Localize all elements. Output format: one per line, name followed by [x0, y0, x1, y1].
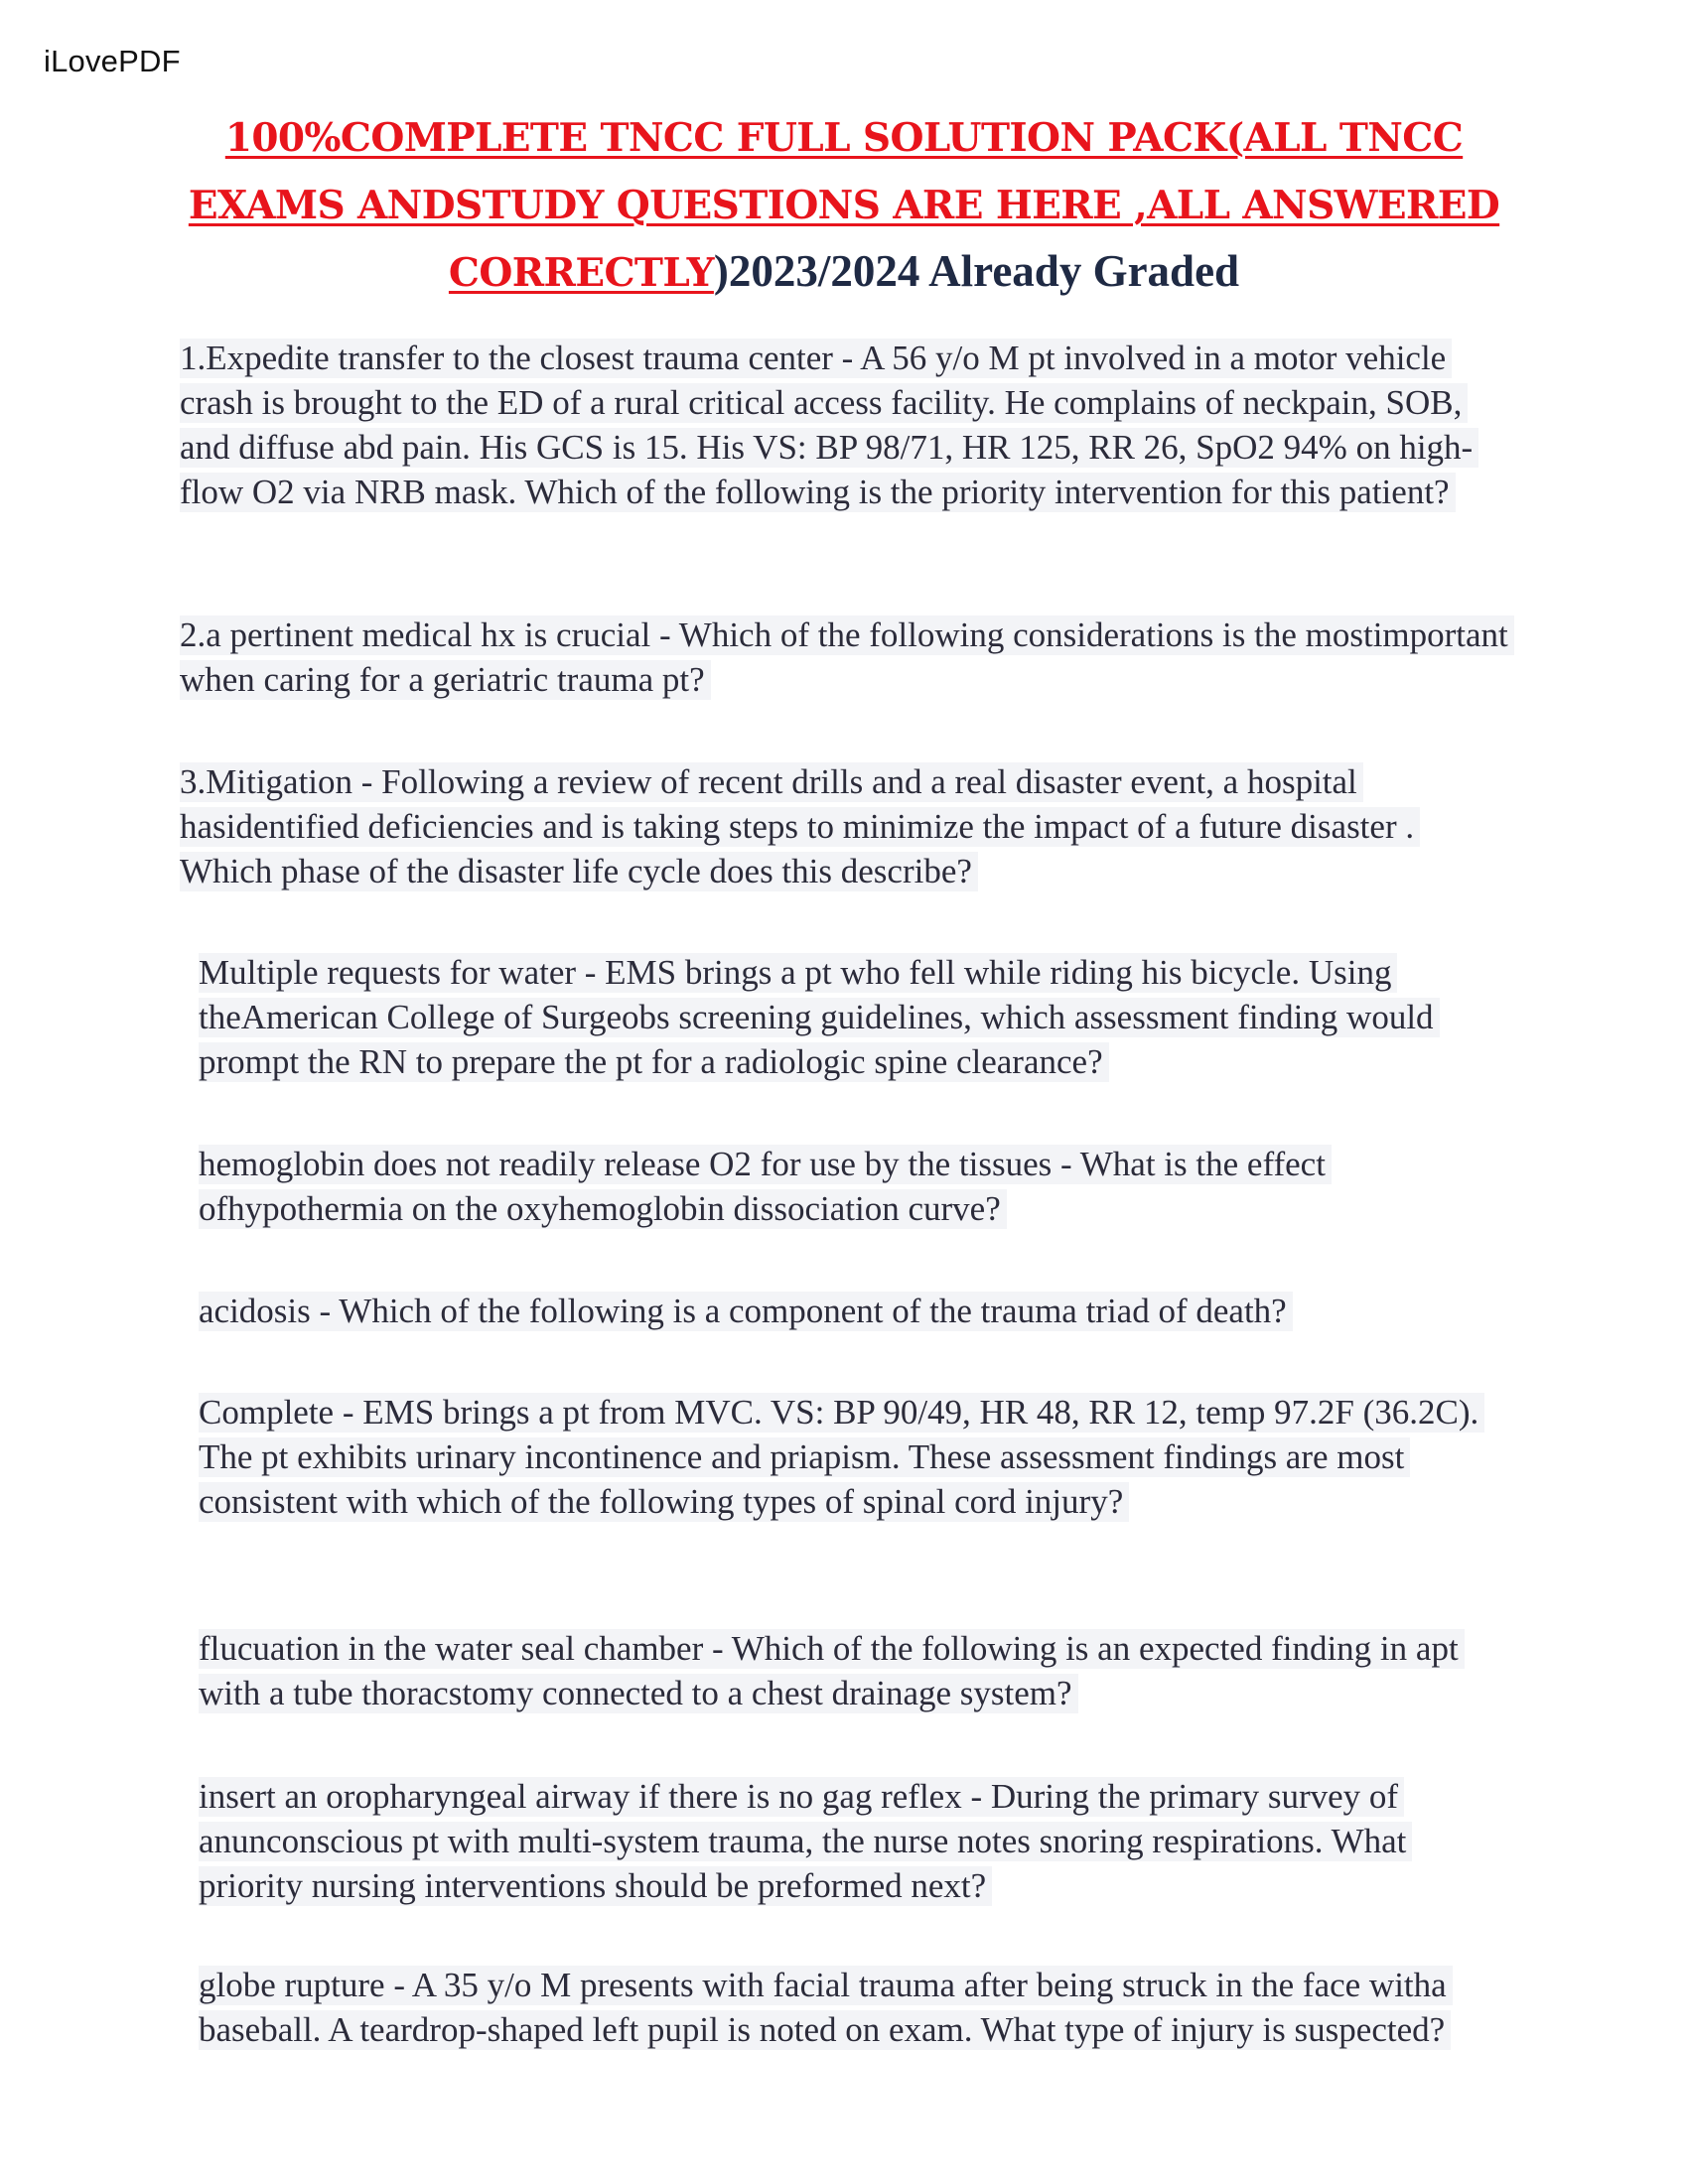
- qa-item-4: [199, 950, 1489, 1084]
- qa-item-1: [180, 336, 1510, 514]
- qa-item-3-text: 3.Mitigation - Following a review of recent drills and a real disaster event, a hospital hasidentified deficiencies and is taking steps to minimize the impact of a future disaster . Which phase of the disaster life cycle does this describe?: [180, 762, 1420, 891]
- qa-item-8-text: flucuation in the water seal chamber - Which of the following is an expected finding in apt with a tube thoracstomy connected to a chest drainage system?: [199, 1629, 1465, 1713]
- qa-item-8: [199, 1626, 1489, 1715]
- title-red-underlined: 100%COMPLETE TNCC FULL SOLUTION PACK(ALL TNCC EXAMS ANDSTUDY QUESTIONS ARE HERE ,ALL ANSWERED CORRECTLY: [188, 115, 1500, 296]
- qa-item-2: [180, 613, 1510, 702]
- title-graded-suffix: )2023/2024 Already Graded: [713, 246, 1240, 296]
- qa-item-10-text: globe rupture - A 35 y/o M presents with facial trauma after being struck in the face witha baseball. A teardrop-shaped left pupil is noted on exam. What type of injury is suspected?: [199, 1966, 1453, 2050]
- qa-item-10: [199, 1963, 1489, 2052]
- qa-item-1-text: 1.Expedite transfer to the closest trauma center - A 56 y/o M pt involved in a motor vehicle crash is brought to the ED of a rural critical access facility. He complains of neckpain, SOB, and diffuse abd pain. His GCS is 15. His VS: BP 98/71, HR 125, RR 26, SpO2 94% on high-flow O2 via NRB mask. Which of the following is the priority intervention for this patient?: [180, 339, 1478, 512]
- qa-item-4-text: Multiple requests for water - EMS brings a pt who fell while riding his bicycle. Using theAmerican College of Surgeobs screening guidelines, which assessment finding would prompt the RN to prepare the pt for a radiologic spine clearance?: [199, 953, 1440, 1082]
- qa-item-6: [199, 1289, 1489, 1333]
- qa-item-7-text: Complete - EMS brings a pt from MVC. VS: BP 90/49, HR 48, RR 12, temp 97.2F (36.2C). The pt exhibits urinary incontinence and priapism. These assessment findings are most consistent with which of the following types of spinal cord injury?: [199, 1393, 1484, 1522]
- document-title: [149, 103, 1539, 306]
- qa-item-5: [199, 1142, 1489, 1231]
- watermark-text: iLovePDF: [44, 44, 181, 78]
- qa-item-5-text: hemoglobin does not readily release O2 for use by the tissues - What is the effect ofhypothermia on the oxyhemoglobin dissociation curve?: [199, 1145, 1332, 1229]
- qa-item-9: [199, 1774, 1489, 1908]
- qa-item-3: [180, 759, 1510, 893]
- qa-item-6-text: acidosis - Which of the following is a component of the trauma triad of death?: [199, 1292, 1293, 1331]
- qa-item-7: [199, 1390, 1509, 1524]
- qa-item-2-text: 2.a pertinent medical hx is crucial - Which of the following considerations is the mostimportant when caring for a geriatric trauma pt?: [180, 615, 1514, 700]
- qa-item-9-text: insert an oropharyngeal airway if there is no gag reflex - During the primary survey of anunconscious pt with multi-system trauma, the nurse notes snoring respirations. What priority nursing interventions should be preformed next?: [199, 1777, 1412, 1906]
